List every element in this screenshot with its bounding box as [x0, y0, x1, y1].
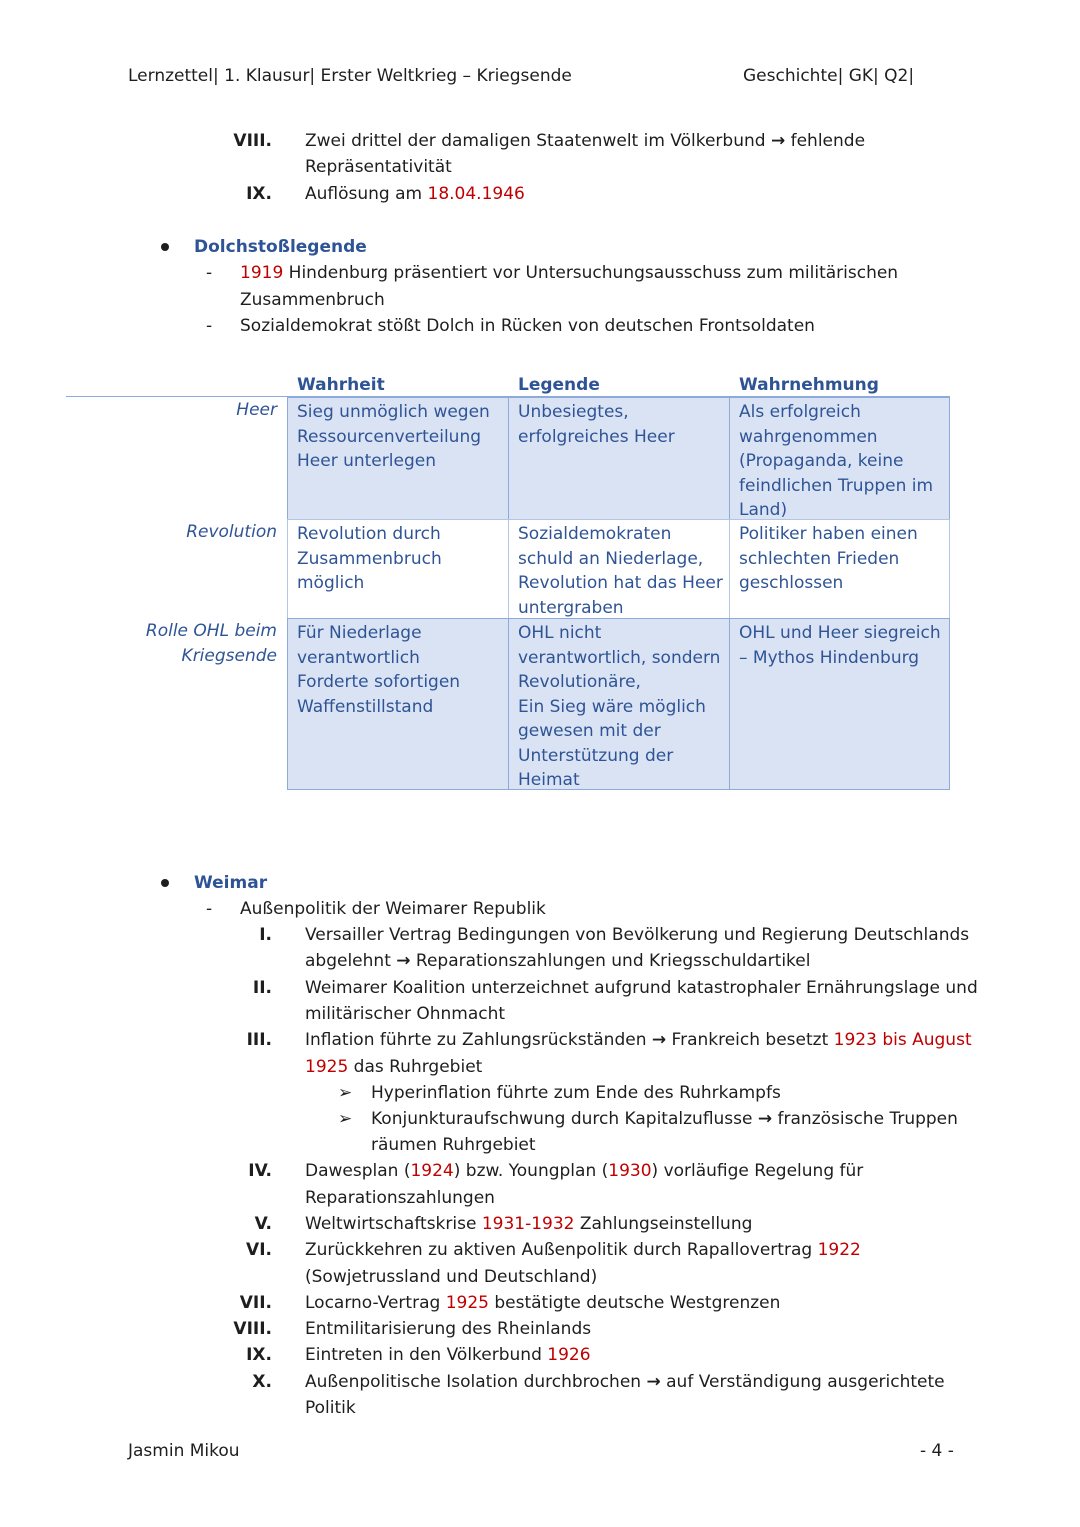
arrow-icon: →: [770, 131, 786, 151]
arrow-icon: →: [646, 1372, 661, 1392]
list-num: VII.: [239, 1293, 272, 1313]
table-cell: Als erfolgreich wahrgenommen (Propaganda, keine feindlichen Truppen im Land): [729, 397, 950, 520]
bullet-icon: [161, 879, 169, 887]
dolch-item-1: 1919 Hindenburg präsentiert vor Untersuchungsausschuss zum militärischen: [240, 263, 899, 283]
list-item-line2: (Sowjetrussland und Deutschland): [305, 1267, 598, 1287]
arrow-icon: →: [651, 1030, 667, 1050]
col-header-wahrnehmung: Wahrnehmung: [739, 375, 879, 395]
dolch-item-1-line2: Zusammenbruch: [240, 290, 385, 310]
list-item-line2: Reparationszahlungen: [305, 1188, 495, 1208]
weimar-subheading: Außenpolitik der Weimarer Republik: [240, 899, 546, 919]
list-item: Locarno-Vertrag 1925 bestätigte deutsche Westgrenzen: [305, 1293, 781, 1313]
list-num: II.: [252, 978, 272, 998]
list-num: I.: [259, 925, 272, 945]
table-cell: Sieg unmöglich wegen Ressourcenverteilung Heer unterlegen: [287, 397, 509, 520]
list-item: Außenpolitische Isolation durchbrochen → auf Verständigung ausgerichtete: [305, 1372, 945, 1392]
list-item-ix: Auflösung am 18.04.1946: [305, 184, 525, 204]
table-cell: Politiker haben einen schlechten Frieden geschlossen: [729, 519, 950, 619]
list-item: Eintreten in den Völkerbund 1926: [305, 1345, 591, 1365]
footer-page-number: - 4 -: [920, 1441, 954, 1461]
table-cell: Unbesiegtes, erfolgreiches Heer: [508, 397, 730, 520]
list-item-line2: abgelehnt → Reparationszahlungen und Kriegsschuldartikel: [305, 951, 811, 971]
list-item-viii-line2: Repräsentativität: [305, 157, 452, 177]
list-item: Zurückkehren zu aktiven Außenpolitik durch Rapallovertrag 1922: [305, 1240, 861, 1260]
row-label-rolle-ohl: Rolle OHL beim Kriegsende: [145, 621, 277, 666]
row-label-revolution: Revolution: [186, 522, 277, 542]
table-cell: Sozialdemokraten schuld an Niederlage, Revolution hat das Heer untergraben: [508, 519, 730, 619]
header-left: Lernzettel| 1. Klausur| Erster Weltkrieg – Kriegsende: [128, 66, 572, 86]
list-num: III.: [246, 1030, 272, 1050]
table-cell: Für Niederlage verantwortlich Forderte sofortigen Waffenstillstand: [287, 618, 509, 790]
list-num-viii: VIII.: [233, 131, 272, 151]
section-heading-weimar: Weimar: [194, 873, 268, 893]
sub-list-item: Konjunkturaufschwung durch Kapitalzuflusse → französische Truppen: [371, 1109, 958, 1129]
sub-list-item: Hyperinflation führte zum Ende des Ruhrkampfs: [371, 1083, 781, 1103]
col-header-legende: Legende: [518, 375, 600, 395]
arrow-icon: →: [757, 1109, 773, 1129]
list-item-line2: militärischer Ohnmacht: [305, 1004, 506, 1024]
list-num: X.: [252, 1372, 272, 1392]
list-item-line2: 1925 das Ruhrgebiet: [305, 1057, 483, 1077]
dolch-item-2: Sozialdemokrat stößt Dolch in Rücken von deutschen Frontsoldaten: [240, 316, 815, 336]
table-cell: Revolution durch Zusammenbruch möglich: [287, 519, 509, 619]
list-item: Weltwirtschaftskrise 1931-1932 Zahlungseinstellung: [305, 1214, 753, 1234]
list-num: IX.: [246, 1345, 272, 1365]
dash-icon: -: [206, 316, 213, 336]
list-num: VI.: [246, 1240, 272, 1260]
triangle-bullet-icon: ➢: [338, 1083, 353, 1103]
list-item-line2: Politik: [305, 1398, 356, 1418]
bullet-icon: [161, 243, 169, 251]
list-num: V.: [254, 1214, 272, 1234]
triangle-bullet-icon: ➢: [338, 1109, 353, 1129]
arrow-icon: →: [396, 951, 411, 971]
list-item: Inflation führte zu Zahlungsrückständen → Frankreich besetzt 1923 bis August: [305, 1030, 972, 1050]
list-item: Dawesplan (1924) bzw. Youngplan (1930) vorläufige Regelung für: [305, 1161, 864, 1181]
col-header-wahrheit: Wahrheit: [297, 375, 385, 395]
header-right: Geschichte| GK| Q2|: [743, 66, 915, 86]
dash-icon: -: [206, 899, 213, 919]
list-num-ix: IX.: [246, 184, 272, 204]
sub-list-item-line2: räumen Ruhrgebiet: [371, 1135, 536, 1155]
table-cell: OHL und Heer siegreich – Mythos Hindenburg: [729, 618, 950, 790]
list-item: Weimarer Koalition unterzeichnet aufgrund katastrophaler Ernährungslage und: [305, 978, 978, 998]
section-heading-dolch: Dolchstoßlegende: [194, 237, 367, 257]
list-item-viii: Zwei drittel der damaligen Staatenwelt im Völkerbund → fehlende: [305, 131, 866, 151]
list-item: Entmilitarisierung des Rheinlands: [305, 1319, 592, 1339]
list-num: VIII.: [233, 1319, 272, 1339]
row-label-heer: Heer: [236, 400, 277, 420]
list-item: Versailler Vertrag Bedingungen von Bevölkerung und Regierung Deutschlands: [305, 925, 970, 945]
table-cell: OHL nicht verantwortlich, sondern Revolutionäre, Ein Sieg wäre möglich gewesen mit der Unterstützung der Heimat: [508, 618, 730, 790]
footer-author: Jasmin Mikou: [128, 1441, 240, 1461]
list-num: IV.: [248, 1161, 272, 1181]
dash-icon: -: [206, 263, 213, 283]
